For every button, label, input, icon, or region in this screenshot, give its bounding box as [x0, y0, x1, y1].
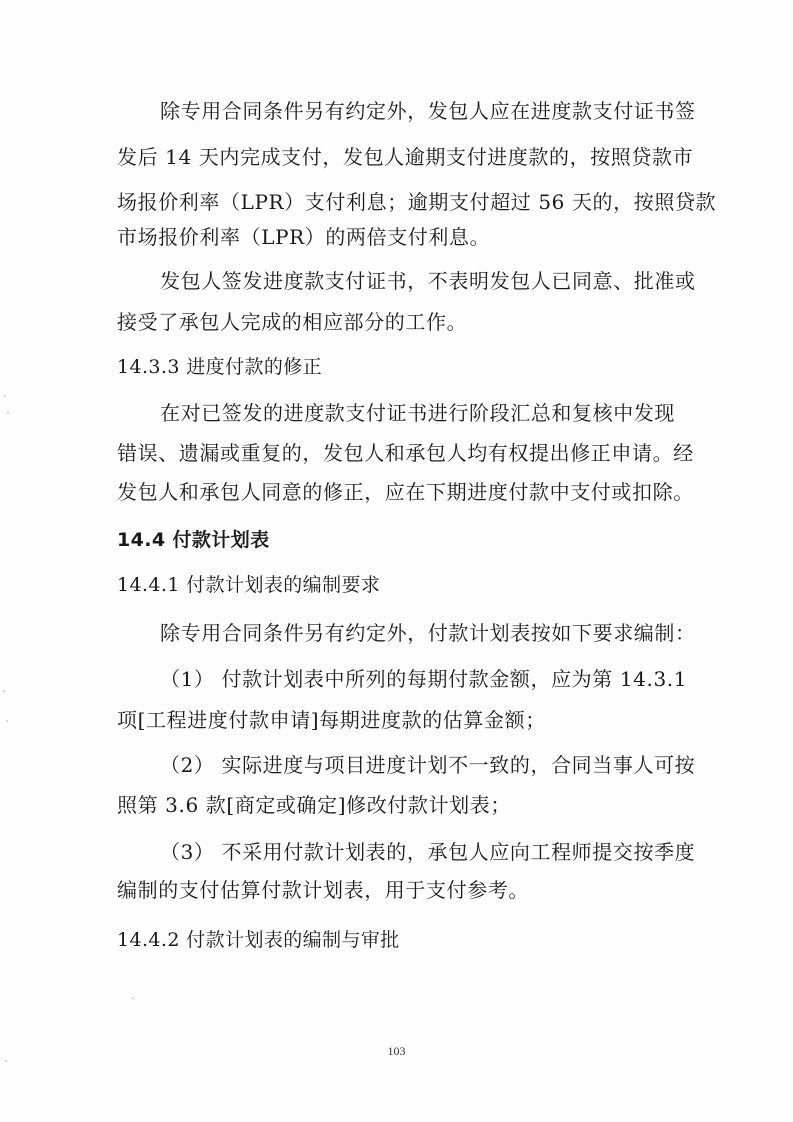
list-item-line: 编制的支付估算付款计划表，用于支付参考。: [117, 878, 529, 902]
scan-artifact: [7, 412, 9, 414]
section-heading-14-4-2: 14.4.2 付款计划表的编制与审批: [117, 929, 400, 951]
paragraph-line: 发后 14 天内完成支付，发包人逾期支付进度款的，按照贷款市: [117, 145, 694, 169]
paragraph-line: 除专用合同条件另有约定外，付款计划表按如下要求编制：: [160, 621, 696, 645]
scan-artifact: [5, 1060, 7, 1062]
scan-artifact: [132, 997, 134, 999]
scan-artifact: [4, 395, 6, 397]
page-number: 103: [387, 1044, 406, 1058]
paragraph-line: 发包人签发进度款支付证书，不表明发包人已同意、批准或: [160, 269, 696, 293]
list-item-line: 项[工程进度付款申请]每期进度款的估算金额；: [117, 708, 546, 732]
paragraph-line: 市场报价利率（LPR）的两倍支付利息。: [117, 225, 491, 249]
list-item-line: （1） 付款计划表中所列的每期付款金额，应为第 14.3.1: [160, 667, 688, 691]
scan-artifact: [3, 690, 5, 692]
paragraph-line: 接受了承包人完成的相应部分的工作。: [117, 310, 468, 334]
scan-artifact: [6, 720, 8, 722]
paragraph-line: 除专用合同条件另有约定外，发包人应在进度款支付证书签: [160, 99, 696, 123]
section-heading-14-4-1: 14.4.1 付款计划表的编制要求: [117, 574, 381, 596]
section-heading-14-4: 14.4 付款计划表: [117, 529, 270, 551]
paragraph-line: 场报价利率（LPR）支付利息；逾期支付超过 56 天的，按照贷款: [117, 190, 717, 214]
list-item-line: （2） 实际进度与项目进度计划不一致的，合同当事人可按: [160, 753, 696, 777]
paragraph-line: 错误、遗漏或重复的，发包人和承包人均有权提出修正申请。经: [117, 441, 694, 465]
paragraph-line: 发包人和承包人同意的修正，应在下期进度付款中支付或扣除。: [117, 480, 694, 504]
section-heading-14-3-3: 14.3.3 进度付款的修正: [117, 356, 323, 378]
list-item-line: 照第 3.6 款[商定或确定]修改付款计划表；: [117, 793, 511, 817]
paragraph-line: 在对已签发的进度款支付证书进行阶段汇总和复核中发现: [160, 401, 675, 425]
list-item-line: （3） 不采用付款计划表的，承包人应向工程师提交按季度: [160, 840, 696, 864]
